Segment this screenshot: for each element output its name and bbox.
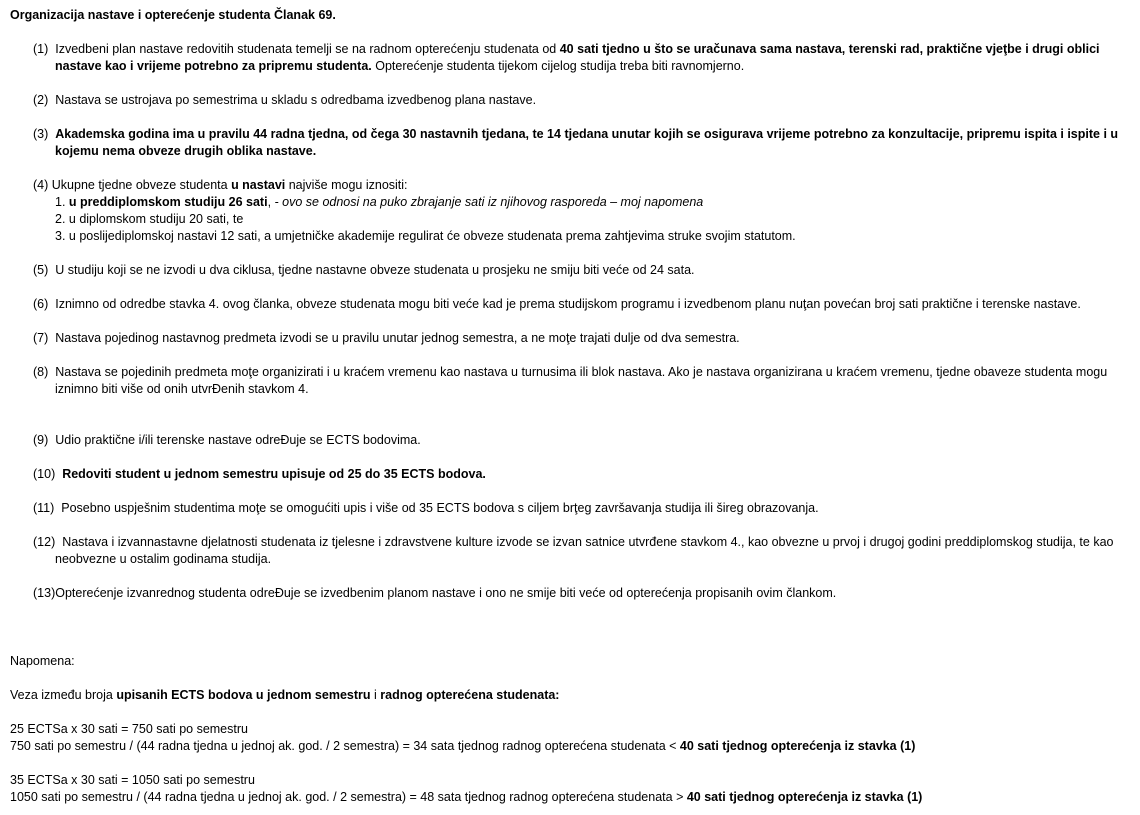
paragraph-bold-text: Redoviti student u jednom semestru upisuje od 25 do 35 ECTS bodova. [62, 467, 486, 481]
paragraph-number: (2) [33, 93, 49, 107]
paragraph-text: Udio praktične i/ili terenske nastave odreĐuje se ECTS bodovima. [55, 433, 421, 447]
paragraph-3 [33, 126, 1133, 160]
paragraph-number: (4) [33, 178, 49, 192]
note-label: Napomena: [10, 654, 75, 668]
paragraph-4 [33, 177, 1133, 194]
article-title: Organizacija nastave i opterećenje studenta Članak 69. [10, 8, 336, 22]
paragraph-number: (11) [33, 501, 55, 515]
list-bold-text: u preddiplomskom studiju 26 sati [68, 195, 268, 209]
calc-bold-text: 40 sati tjednog opterećenja iz stavka (1) [686, 790, 923, 804]
calc-line-1: 25 ECTSa x 30 sati = 750 sati po semestru [10, 722, 248, 736]
paragraph-7 [33, 330, 1133, 347]
calc-line-4 [10, 789, 922, 806]
paragraph-text: Nastava pojedinog nastavnog predmeta izvodi se u pravilu unutar jednog semestra, a ne moţe trajati dulje od dva semestra. [55, 331, 740, 345]
paragraph-number: (9) [33, 433, 49, 447]
list-item-3: 3. u poslijediplomskoj nastavi 12 sati, a umjetničke akademije regulirat će obveze studenata prema zahtjevima struke svojim statutom. [55, 229, 796, 243]
paragraph-number: (8) [33, 365, 49, 379]
paragraph-text: Opterećenje studenta tijekom cijelog studija treba biti ravnomjerno. [371, 59, 745, 73]
paragraph-text: Nastava se pojedinih predmeta moţe organizirati i u kraćem vremenu kao nastava u turnusima ili blok nastava. Ako je nastava organizirana u kraćem vremenu, tjedne obaveze studenta mogu iznimno biti više od onih utvrĐenih stavkom 4. [55, 365, 1108, 396]
note-relation-heading [10, 687, 559, 704]
paragraph-number: (7) [33, 331, 49, 345]
paragraph-5 [33, 262, 1133, 279]
paragraph-12 [33, 534, 1133, 568]
paragraph-bold-text: 40 sati tjedno u što se uračunava sama nastava, terenski rad, praktične vjeţbe i drugi oblici nastave kao i vrijeme potrebno za pripremu studenta. [55, 42, 1100, 73]
paragraph-8 [33, 364, 1133, 398]
paragraph-number: (12) [33, 535, 56, 549]
paragraph-6 [33, 296, 1133, 313]
list-separator: , [267, 195, 275, 209]
paragraph-text: Nastava i izvannastavne djelatnosti studenata iz tjelesne i zdravstvene kulture izvode se izvan satnice utvrđene stavkom 4., kao obvezne u prvoj i drugoj godini preddiplomskog studija, te kao neobvezne u ostalim godinama studija. [55, 535, 1114, 566]
calc-line-2 [10, 738, 915, 755]
note-bold-text: radnog opterećena studenata: [380, 688, 560, 702]
note-text: i [370, 688, 381, 702]
paragraph-number: (1) [33, 42, 49, 56]
paragraph-text: Iznimno od odredbe stavka 4. ovog članka, obveze studenata mogu biti veće kad je prema studijskom programu i izvedbenom planu nuţan povećan broj sati praktične i terenske nastave. [55, 297, 1081, 311]
paragraph-text: Opterećenje izvanrednog studenta odreĐuje se izvedbenim planom nastave i ono ne smije biti veće od opterećenja propisanih ovim člankom. [55, 586, 837, 600]
paragraph-text: Nastava se ustrojava po semestrima u skladu s odredbama izvedbenog plana nastave. [55, 93, 537, 107]
paragraph-2 [33, 92, 1133, 109]
paragraph-text: Ukupne tjedne obveze studenta [51, 178, 232, 192]
paragraph-number: (10) [33, 467, 56, 481]
paragraph-text: najviše mogu iznositi: [285, 178, 408, 192]
calc-line-3: 35 ECTSa x 30 sati = 1050 sati po semestru [10, 773, 255, 787]
paragraph-9 [33, 432, 1133, 449]
paragraph-number: (6) [33, 297, 49, 311]
paragraph-bold-text: Akademska godina ima u pravilu 44 radna tjedna, od čega 30 nastavnih tjedana, te 14 tjedana unutar kojih se osigurava vrijeme potrebno za konzultacije, pripremu ispita i ispite i u kojemu nema obveze drugih oblika nastave. [55, 127, 1119, 158]
paragraph-11 [33, 500, 1133, 517]
paragraph-1 [33, 41, 1133, 75]
list-item-2: 2. u diplomskom studiju 20 sati, te [55, 212, 244, 226]
paragraph-text: Posebno uspješnim studentima moţe se omogućiti upis i više od 35 ECTS bodova s ciljem brţeg završavanja studija ili šireg obrazovanja. [61, 501, 819, 515]
paragraph-bold-text: u nastavi [231, 178, 286, 192]
paragraph-number: (3) [33, 127, 49, 141]
list-item-1 [55, 194, 703, 211]
list-number: 1. [55, 195, 69, 209]
calc-text: 1050 sati po semestru / (44 radna tjedna u jednoj ak. god. / 2 semestra) = 48 sata tjednog radnog opterećena studenata > [10, 790, 687, 804]
paragraph-text: U studiju koji se ne izvodi u dva ciklusa, tjedne nastavne obveze studenata u prosjeku ne smiju biti veće od 24 sata. [55, 263, 695, 277]
paragraph-number: (5) [33, 263, 49, 277]
calc-bold-text: 40 sati tjednog opterećenja iz stavka (1) [679, 739, 916, 753]
list-italic-note: - ovo se odnosi na puko zbrajanje sati iz njihovog rasporeda – moj napomena [274, 195, 704, 209]
paragraph-13 [33, 585, 1133, 602]
paragraph-10 [33, 466, 1133, 483]
paragraph-text: Izvedbeni plan nastave redovitih studenata temelji se na radnom opterećenju studenata od [55, 42, 560, 56]
note-bold-text: upisanih ECTS bodova u jednom semestru [116, 688, 371, 702]
calc-text: 750 sati po semestru / (44 radna tjedna u jednoj ak. god. / 2 semestra) = 34 sata tjednog radnog opterećena studenata < [10, 739, 680, 753]
paragraph-number: (13) [33, 586, 56, 600]
note-text: Veza između broja [10, 688, 117, 702]
